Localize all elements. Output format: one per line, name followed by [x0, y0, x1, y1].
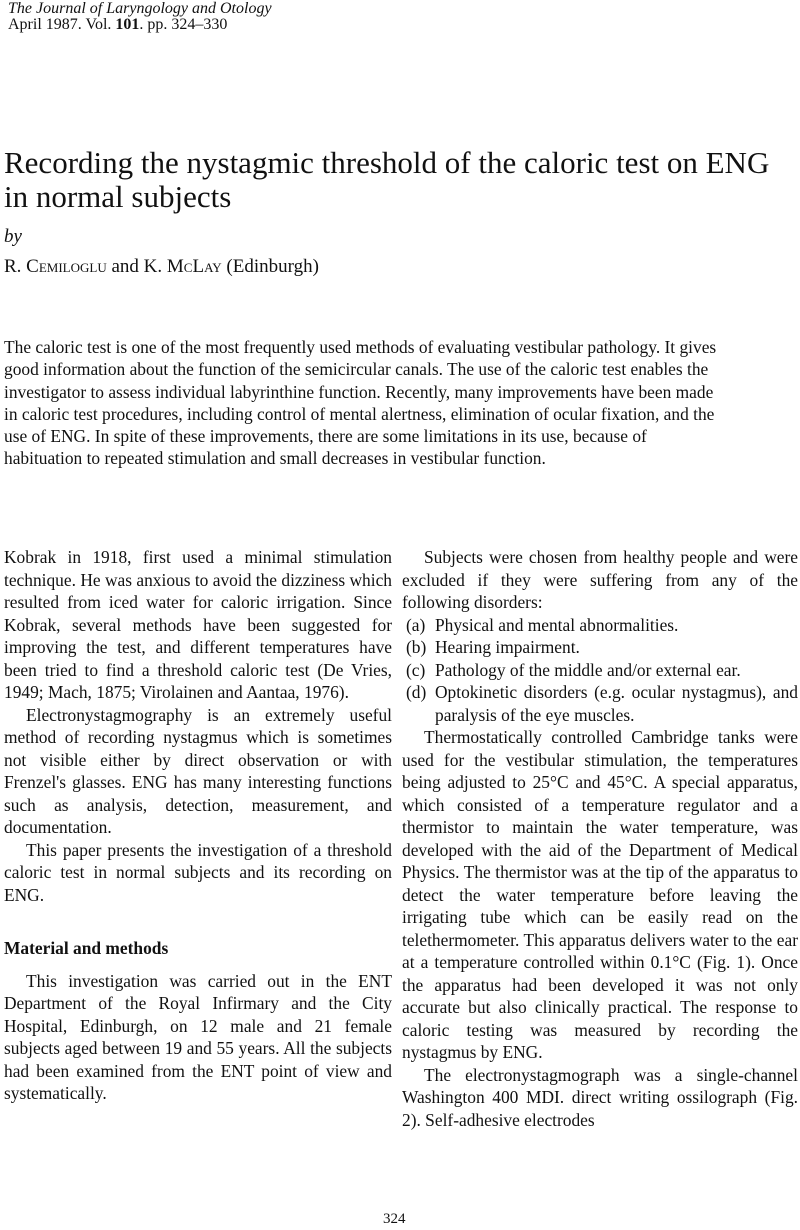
list-item [402, 614, 798, 637]
list-item [402, 659, 798, 682]
body-paragraph: The electronystagmograph was a single-channel Washington 400 MDI. direct writing ossilograph (Fig. 2). Self-adhesive electrodes [402, 1064, 798, 1130]
author-conjunction: and [106, 256, 144, 277]
body-paragraph: Kobrak in 1918, first used a minimal stimulation technique. He was anxious to avoid the dizziness which resulted from iced water for caloric irrigation. Since Kobrak, several methods have been suggested for improving the test, and different temperatures have been tried to find a threshold caloric test (De Vries, 1949; Mach, 1875; Virolainen and Aantaa, 1976). [4, 547, 392, 702]
article-title: Recording the nystagmic threshold of the caloric test on ENG in normal subjects [4, 145, 770, 214]
list-item [402, 681, 798, 726]
author-2: K. McLay [143, 256, 222, 277]
list-text: Pathology of the middle and/or external ear. [435, 659, 741, 680]
body-paragraph: Thermostatically controlled Cambridge tanks were used for the vestibular stimulation, the temperatures being adjusted to 25°C and 45°C. A special apparatus, which consisted of a temperature regulator and a thermistor to maintain the water temperature, was developed with the aid of the Department of Medical Physics. The thermistor was at the tip of the apparatus to detect the water temperature before leaving the irrigating tube which can be easily read on the telethermometer. This apparatus delivers water to the ear at a temperature controlled within 0.1°C (Fig. 1). Once the apparatus had been developed it was not only accurate but also clinically practical. The response to caloric testing was measured by recording the nystagmus by ENG. [402, 727, 798, 1062]
body-paragraph: This investigation was carried out in the ENT Department of the Royal Infirmary and the City Hospital, Edinburgh, on 12 male and 21 female subjects aged between 19 and 55 years. All the subjects had been examined from the ENT point of view and systematically. [4, 970, 392, 1103]
list-label: (b) [406, 637, 427, 657]
author-line [4, 256, 319, 278]
list-item [402, 636, 798, 659]
issue-prefix: April 1987. Vol. [8, 16, 116, 33]
list-text: Physical and mental abnormalities. [435, 614, 679, 635]
body-paragraph: Subjects were chosen from healthy people and were excluded if they were suffering from any of the following disorders: [402, 547, 798, 612]
byline-by: by [4, 226, 22, 247]
issue-pages: . pp. 324–330 [139, 16, 228, 33]
journal-name: The Journal of Laryngology and Otology [8, 0, 272, 17]
abstract: The caloric test is one of the most frequently used methods of evaluating vestibular pathology. It gives good information about the function of the semicircular canals. The use of the caloric test enables the investigator to assess individual labyrinthine function. Recently, many improvements have been made in caloric test procedures, including control of mental alertness, elimination of ocular fixation, and the use of ENG. In spite of these improvements, there are some limitations in its use, because of habituation to repeated stimulation and small decreases in vestibular function. [4, 337, 717, 469]
page-number: 324 [383, 1211, 406, 1227]
section-heading: Material and methods [4, 938, 169, 958]
volume-number: 101 [115, 16, 140, 33]
author-1: R. Cemiloglu [4, 256, 107, 277]
body-paragraph: This paper presents the investigation of a threshold caloric test in normal subjects and its recording on ENG. [4, 839, 392, 905]
right-column [402, 546, 798, 1131]
author-affiliation: (Edinburgh) [221, 256, 319, 277]
exclusion-list [402, 614, 798, 727]
list-label: (a) [406, 614, 426, 635]
list-text: Hearing impairment. [435, 637, 580, 657]
list-label: (c) [406, 659, 426, 680]
left-column [4, 546, 392, 1105]
list-text: Optokinetic disorders (e.g. ocular nystagmus), and paralysis of the eye muscles. [435, 682, 798, 725]
body-paragraph: Electronystagmography is an extremely useful method of recording nystagmus which is sometimes not visible either by direct observation or with Frenzel's glasses. ENG has many interesting functions such as analysis, detection, measurement, and documentation. [4, 704, 392, 837]
issue-info [8, 16, 227, 34]
list-label: (d) [406, 682, 427, 702]
